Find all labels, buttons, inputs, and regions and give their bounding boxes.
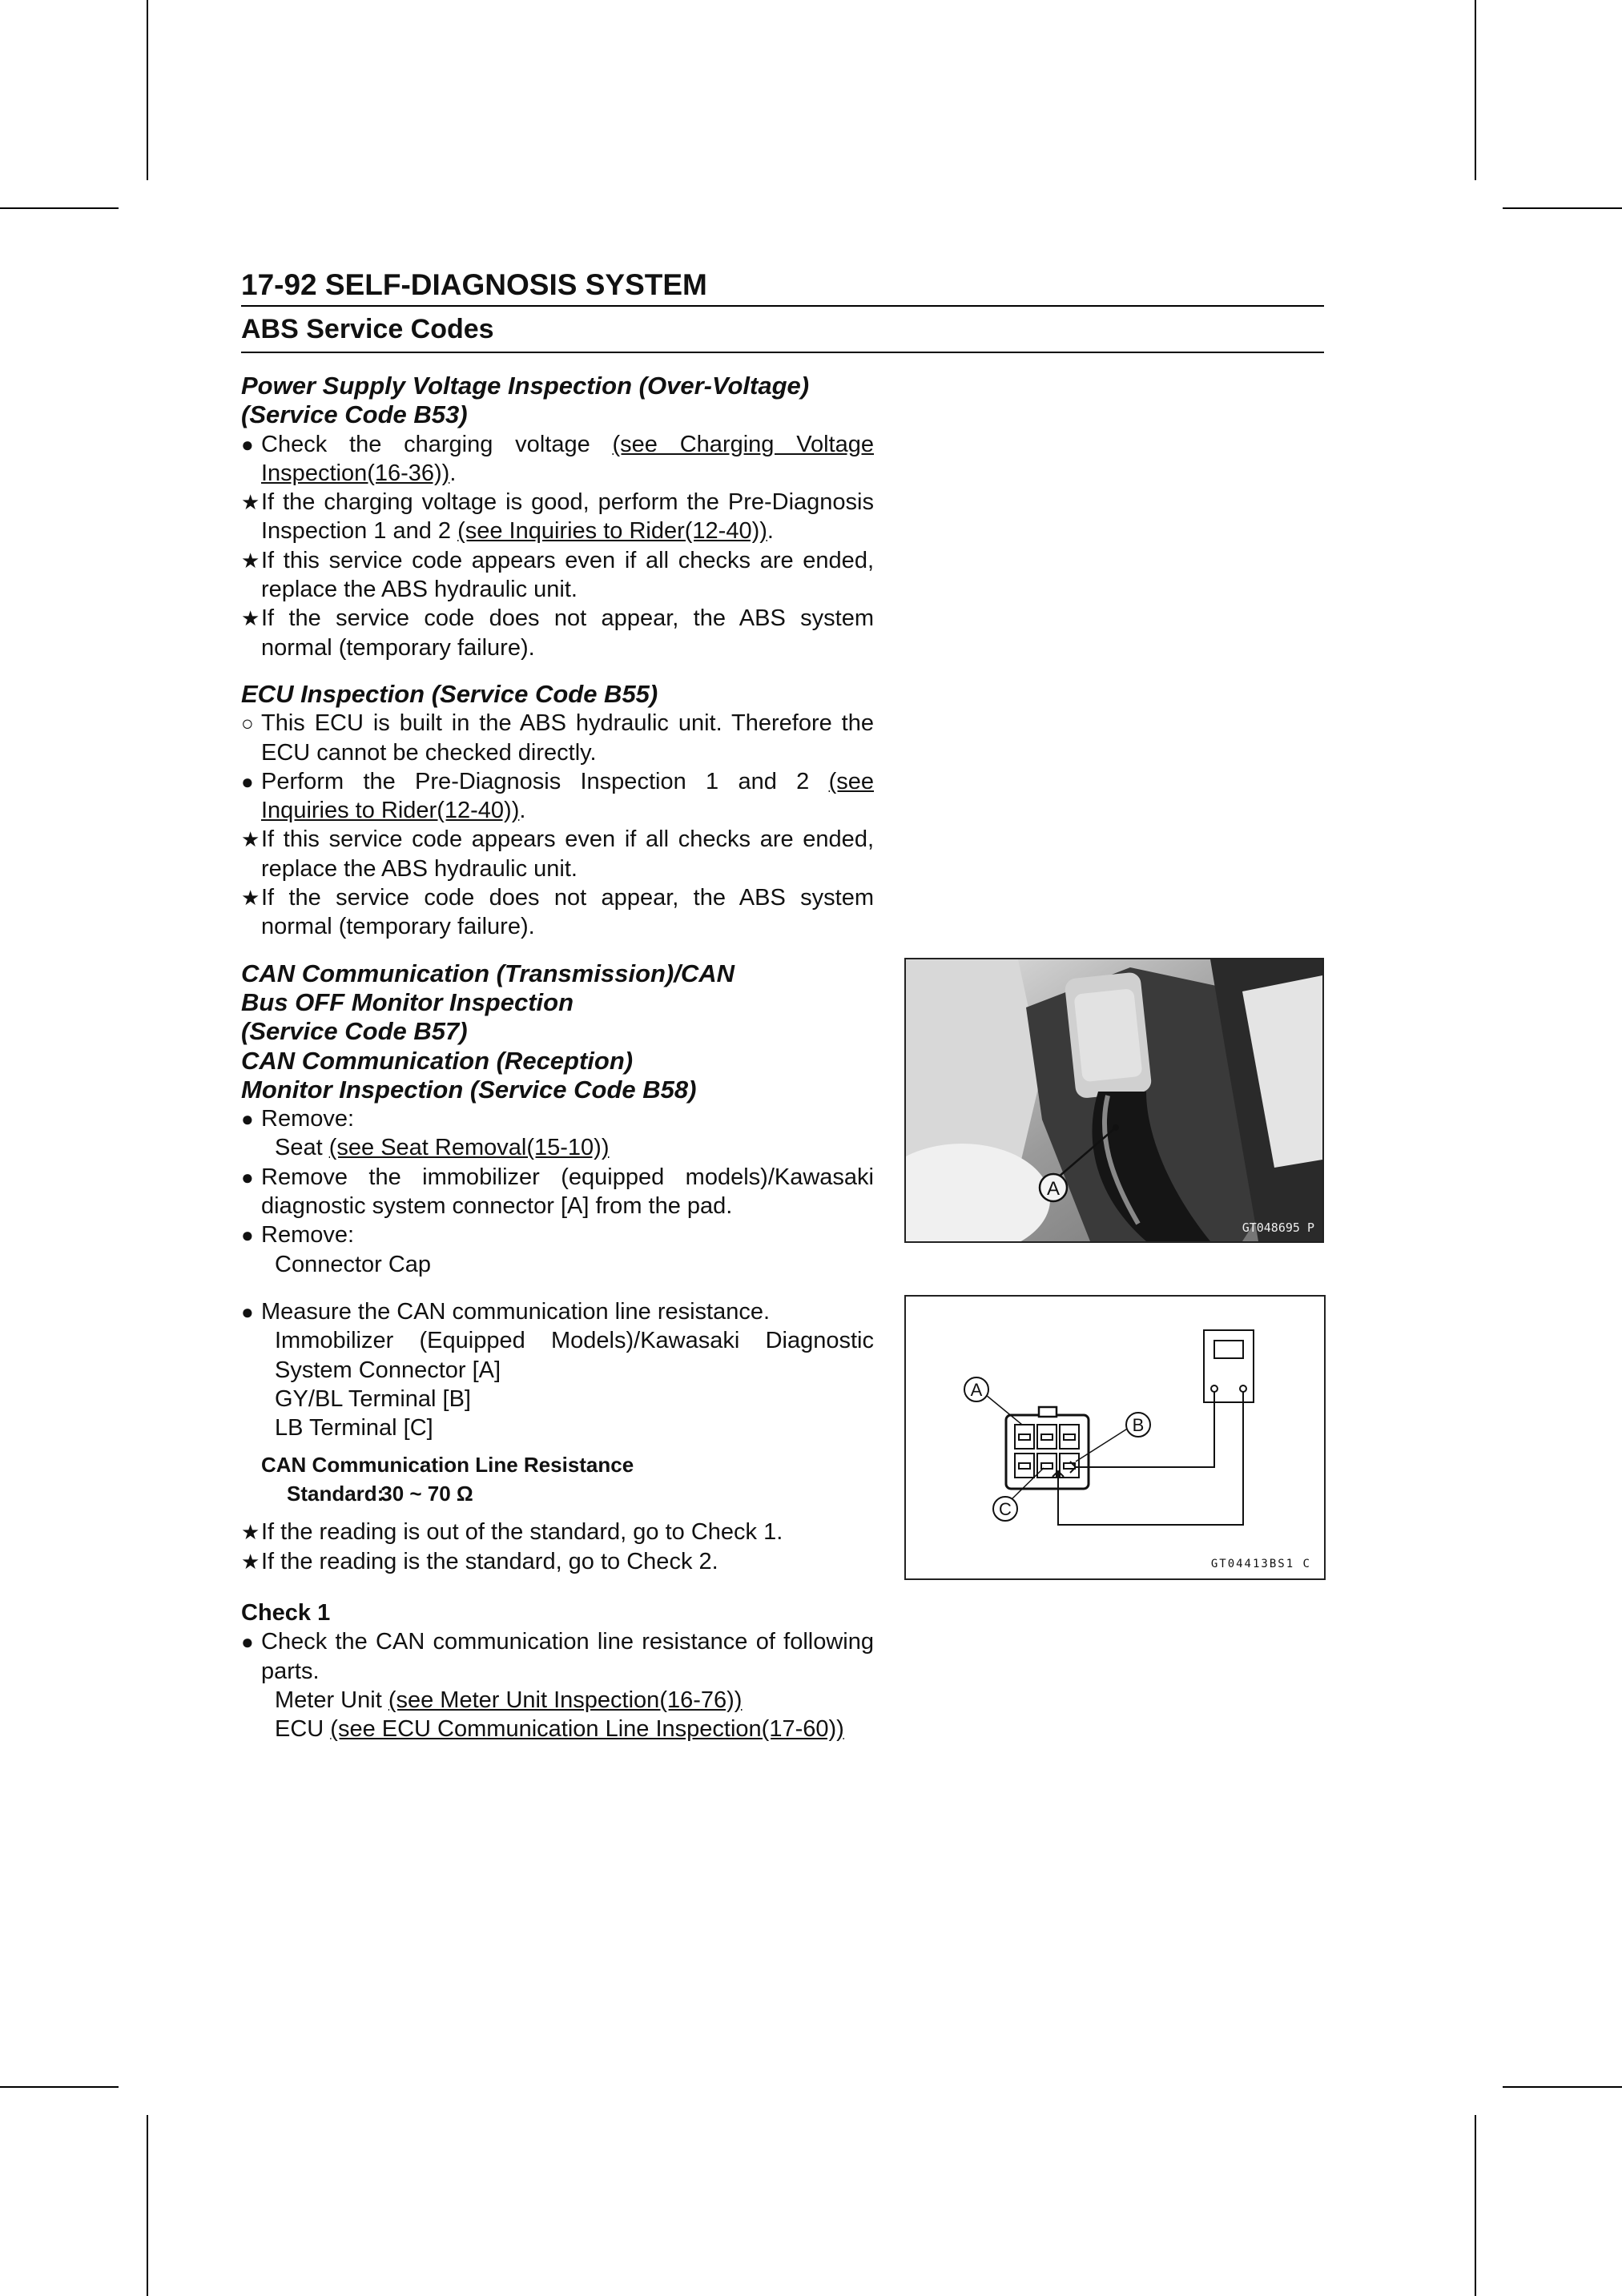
b55-item-1: ○ This ECU is built in the ABS hydraulic unit. Therefore the ECU cannot be checked directly. bbox=[241, 710, 874, 766]
b53-item-2: ★ If the charging voltage is good, perform the Pre-Diagnosis Inspection 1 and 2 (see Inquiries to Rider(12-40)). bbox=[241, 489, 874, 545]
bullet-mark: ● bbox=[241, 1630, 254, 1655]
connector-photo bbox=[904, 958, 1324, 1243]
remove-connector-step: ● Remove the immobilizer (equipped models)/Kawasaki diagnostic system connector [A] from the pad. bbox=[241, 1164, 874, 1220]
bullet-mark: ● bbox=[241, 1164, 254, 1189]
meter-inspection-link[interactable]: (see Meter Unit Inspection(16-76)) bbox=[388, 1687, 743, 1713]
remove-connector-cap: Connector Cap bbox=[275, 1251, 432, 1277]
out-of-standard-item: ★ If the reading is out of the standard, go to Check 1. bbox=[241, 1518, 874, 1546]
check1-item: ● Check the CAN communication line resistance of following parts. bbox=[241, 1629, 874, 1684]
crop-mark bbox=[0, 2086, 119, 2088]
bullet-mark: ● bbox=[241, 1107, 254, 1132]
crop-mark bbox=[0, 207, 119, 209]
star-mark: ★ bbox=[241, 827, 260, 852]
page-header bbox=[241, 265, 1324, 353]
b55-item-3: ★ If this service code appears even if all checks are ended, replace the ABS hydraulic unit. bbox=[241, 826, 874, 882]
seat-removal-link[interactable]: (see Seat Removal(15-10)) bbox=[328, 1135, 610, 1161]
b57-title: (Service Code B57) bbox=[241, 1017, 468, 1046]
spec-title: CAN Communication Line Resistance bbox=[261, 1453, 634, 1478]
b53-title: Power Supply Voltage Inspection (Over-Voltage) bbox=[241, 372, 810, 400]
diagram-code: GT04413BS1 C bbox=[1210, 1558, 1311, 1570]
check1-meter: Meter Unit (see Meter Unit Inspection(16-76)) bbox=[275, 1687, 743, 1713]
ecu-inspection-link[interactable]: (see ECU Communication Line Inspection(17-60)) bbox=[330, 1716, 844, 1743]
resistance-measurement-diagram bbox=[906, 1297, 1324, 1578]
photo-label-a: A bbox=[1046, 1178, 1061, 1200]
charging-voltage-link[interactable]: (see Charging Voltage Inspection(16-36)) bbox=[261, 431, 874, 486]
can-resistance-diagram bbox=[904, 1295, 1326, 1580]
b58-title: Monitor Inspection (Service Code B58) bbox=[241, 1075, 697, 1104]
b53-item-3: ★ If this service code appears even if all checks are ended, replace the ABS hydraulic unit. bbox=[241, 547, 874, 603]
body-text-column bbox=[241, 372, 874, 1743]
check1-title: Check 1 bbox=[241, 1599, 331, 1626]
bullet-mark: ● bbox=[241, 1223, 254, 1248]
b55-title: ECU Inspection (Service Code B55) bbox=[241, 679, 658, 708]
page-title: 17-92 SELF-DIAGNOSIS SYSTEM bbox=[241, 268, 707, 301]
b53-item-1: ● Check the charging voltage (see Charging Voltage Inspection(16-36)). bbox=[241, 431, 874, 486]
b53-title-code: (Service Code B53) bbox=[241, 400, 468, 429]
b57-title: Bus OFF Monitor Inspection bbox=[241, 987, 574, 1016]
spec-label: Standard: bbox=[287, 1482, 384, 1506]
crop-mark bbox=[147, 0, 148, 180]
diagram-label-c: C bbox=[999, 1499, 1012, 1519]
measure-sub-terminal-b: GY/BL Terminal [B] bbox=[275, 1385, 471, 1412]
remove-seat: Seat (see Seat Removal(15-10)) bbox=[275, 1135, 610, 1161]
bullet-mark: ● bbox=[241, 769, 254, 794]
circle-mark: ○ bbox=[241, 711, 254, 736]
diagram-label-b: B bbox=[1132, 1415, 1145, 1435]
star-mark: ★ bbox=[241, 1549, 260, 1574]
photo-code: GT048695 P bbox=[1242, 1220, 1314, 1235]
diagram-label-a: A bbox=[970, 1380, 983, 1400]
b53-item-4: ★ If the service code does not appear, the ABS system normal (temporary failure). bbox=[241, 605, 874, 661]
measure-sub-connector: Immobilizer (Equipped Models)/Kawasaki Diagnostic System Connector [A] bbox=[275, 1328, 874, 1383]
spec-value: 30 ~ 70 Ω bbox=[380, 1482, 473, 1506]
section-heading: ABS Service Codes bbox=[241, 314, 494, 344]
connector-photo-illustration bbox=[906, 959, 1322, 1241]
crop-mark bbox=[147, 2115, 148, 2296]
crop-mark bbox=[1475, 0, 1476, 180]
check1-ecu: ECU (see ECU Communication Line Inspection(17-60)) bbox=[275, 1716, 844, 1743]
measure-sub-terminal-c: LB Terminal [C] bbox=[275, 1415, 433, 1442]
b55-item-4: ★ If the service code does not appear, the ABS system normal (temporary failure). bbox=[241, 885, 874, 940]
remove-step-2: ● Remove: bbox=[241, 1220, 874, 1249]
in-standard-item: ★ If the reading is the standard, go to Check 2. bbox=[241, 1547, 874, 1576]
spec-standard bbox=[241, 1479, 874, 1508]
inquiries-link[interactable]: (see Inquiries to Rider(12-40)) bbox=[457, 518, 767, 545]
bullet-mark: ● bbox=[241, 1299, 254, 1324]
bullet-mark: ● bbox=[241, 432, 254, 456]
b55-item-2: ● Perform the Pre-Diagnosis Inspection 1 and 2 (see Inquiries to Rider(12-40)). bbox=[241, 768, 874, 824]
connector-icon bbox=[1006, 1407, 1089, 1489]
measure-step: ● Measure the CAN communication line resistance. bbox=[241, 1297, 874, 1326]
star-mark: ★ bbox=[241, 606, 260, 631]
star-mark: ★ bbox=[241, 1520, 260, 1545]
crop-mark bbox=[1503, 207, 1622, 209]
b58-title: CAN Communication (Reception) bbox=[241, 1046, 634, 1075]
b57-title: CAN Communication (Transmission)/CAN bbox=[241, 959, 735, 987]
header-rule bbox=[241, 352, 1324, 353]
remove-step-1: ● Remove: bbox=[241, 1104, 874, 1133]
star-mark: ★ bbox=[241, 490, 260, 515]
inquiries-link[interactable]: (see Inquiries to Rider(12-40)) bbox=[261, 768, 874, 824]
crop-mark bbox=[1503, 2086, 1622, 2088]
star-mark: ★ bbox=[241, 548, 260, 573]
star-mark: ★ bbox=[241, 886, 260, 911]
crop-mark bbox=[1475, 2115, 1476, 2296]
